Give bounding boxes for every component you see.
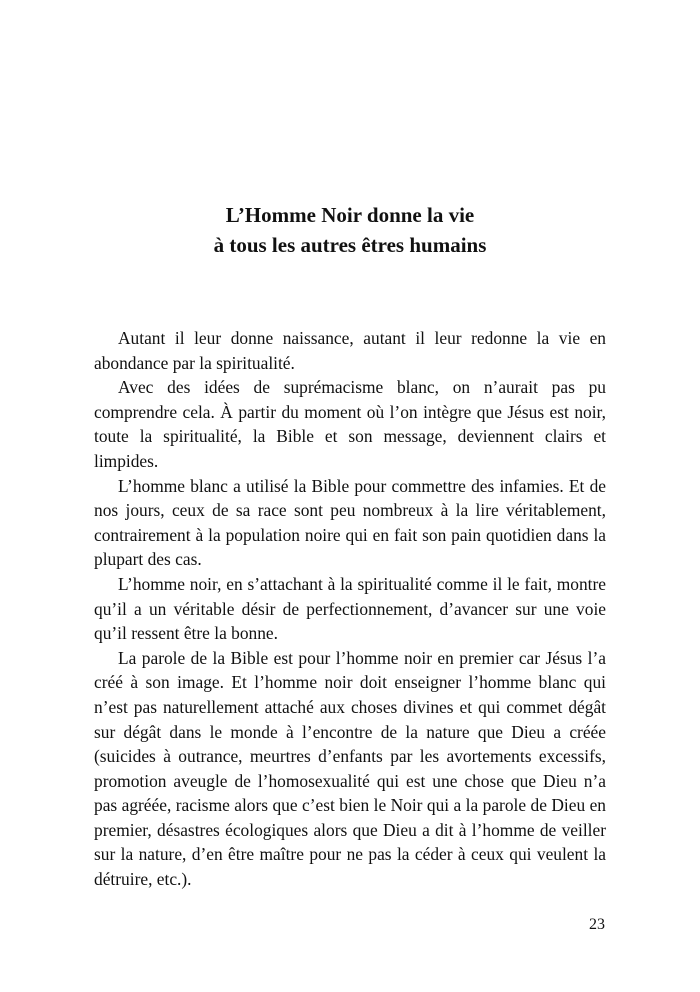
paragraph: L’homme blanc a utilisé la Bible pour commettre des infamies. Et de nos jours, ceux de sa race sont peu nombreux à la lire véritablement, contrairement à la population noire qui en fait son pain quotidien dans la plupart des cas. (94, 475, 606, 570)
paragraph: Avec des idées de suprémacisme blanc, on n’aurait pas pu comprendre cela. À partir du moment où l’on intègre que Jésus est noir, toute la spiritualité, la Bible et son message, deviennent clairs et limpides. (94, 377, 606, 471)
page-number: 23 (589, 916, 605, 933)
chapter-body (94, 326, 606, 892)
paragraph: La parole de la Bible est pour l’homme noir en premier car Jésus l’a créé à son image. Et l’homme noir doit enseigner l’homme blanc qui n’est pas naturellement attaché aux choses divines et qui commet dégât sur dégât dans le monde à l’encontre de la nature que Dieu a créée (suicides à outrance, meurtres d’enfants par les avortements excessifs, promotion aveugle de l’homosexualité qui est une chose que Dieu n’a pas agréée, racisme alors que c’est bien le Noir qui a la parole de Dieu en premier, désastres écologiques alors que Dieu a dit à l’homme de veiller sur la nature, d’en être maître pour ne pas la céder à ceux qui veulent la détruire, etc.). (94, 647, 606, 890)
chapter-title-line-1: L’Homme Noir donne la vie (225, 203, 475, 227)
paragraph: L’homme noir, en s’attachant à la spiritualité comme il le fait, montre qu’il a un véritable désir de perfectionnement, d’avancer sur une voie qu’il ressent être la bonne. (94, 573, 606, 644)
paragraph: Autant il leur donne naissance, autant il leur redonne la vie en abondance par la spiritualité. (94, 328, 606, 373)
chapter-title (0, 200, 700, 260)
chapter-title-line-2: à tous les autres êtres humains (213, 233, 487, 257)
